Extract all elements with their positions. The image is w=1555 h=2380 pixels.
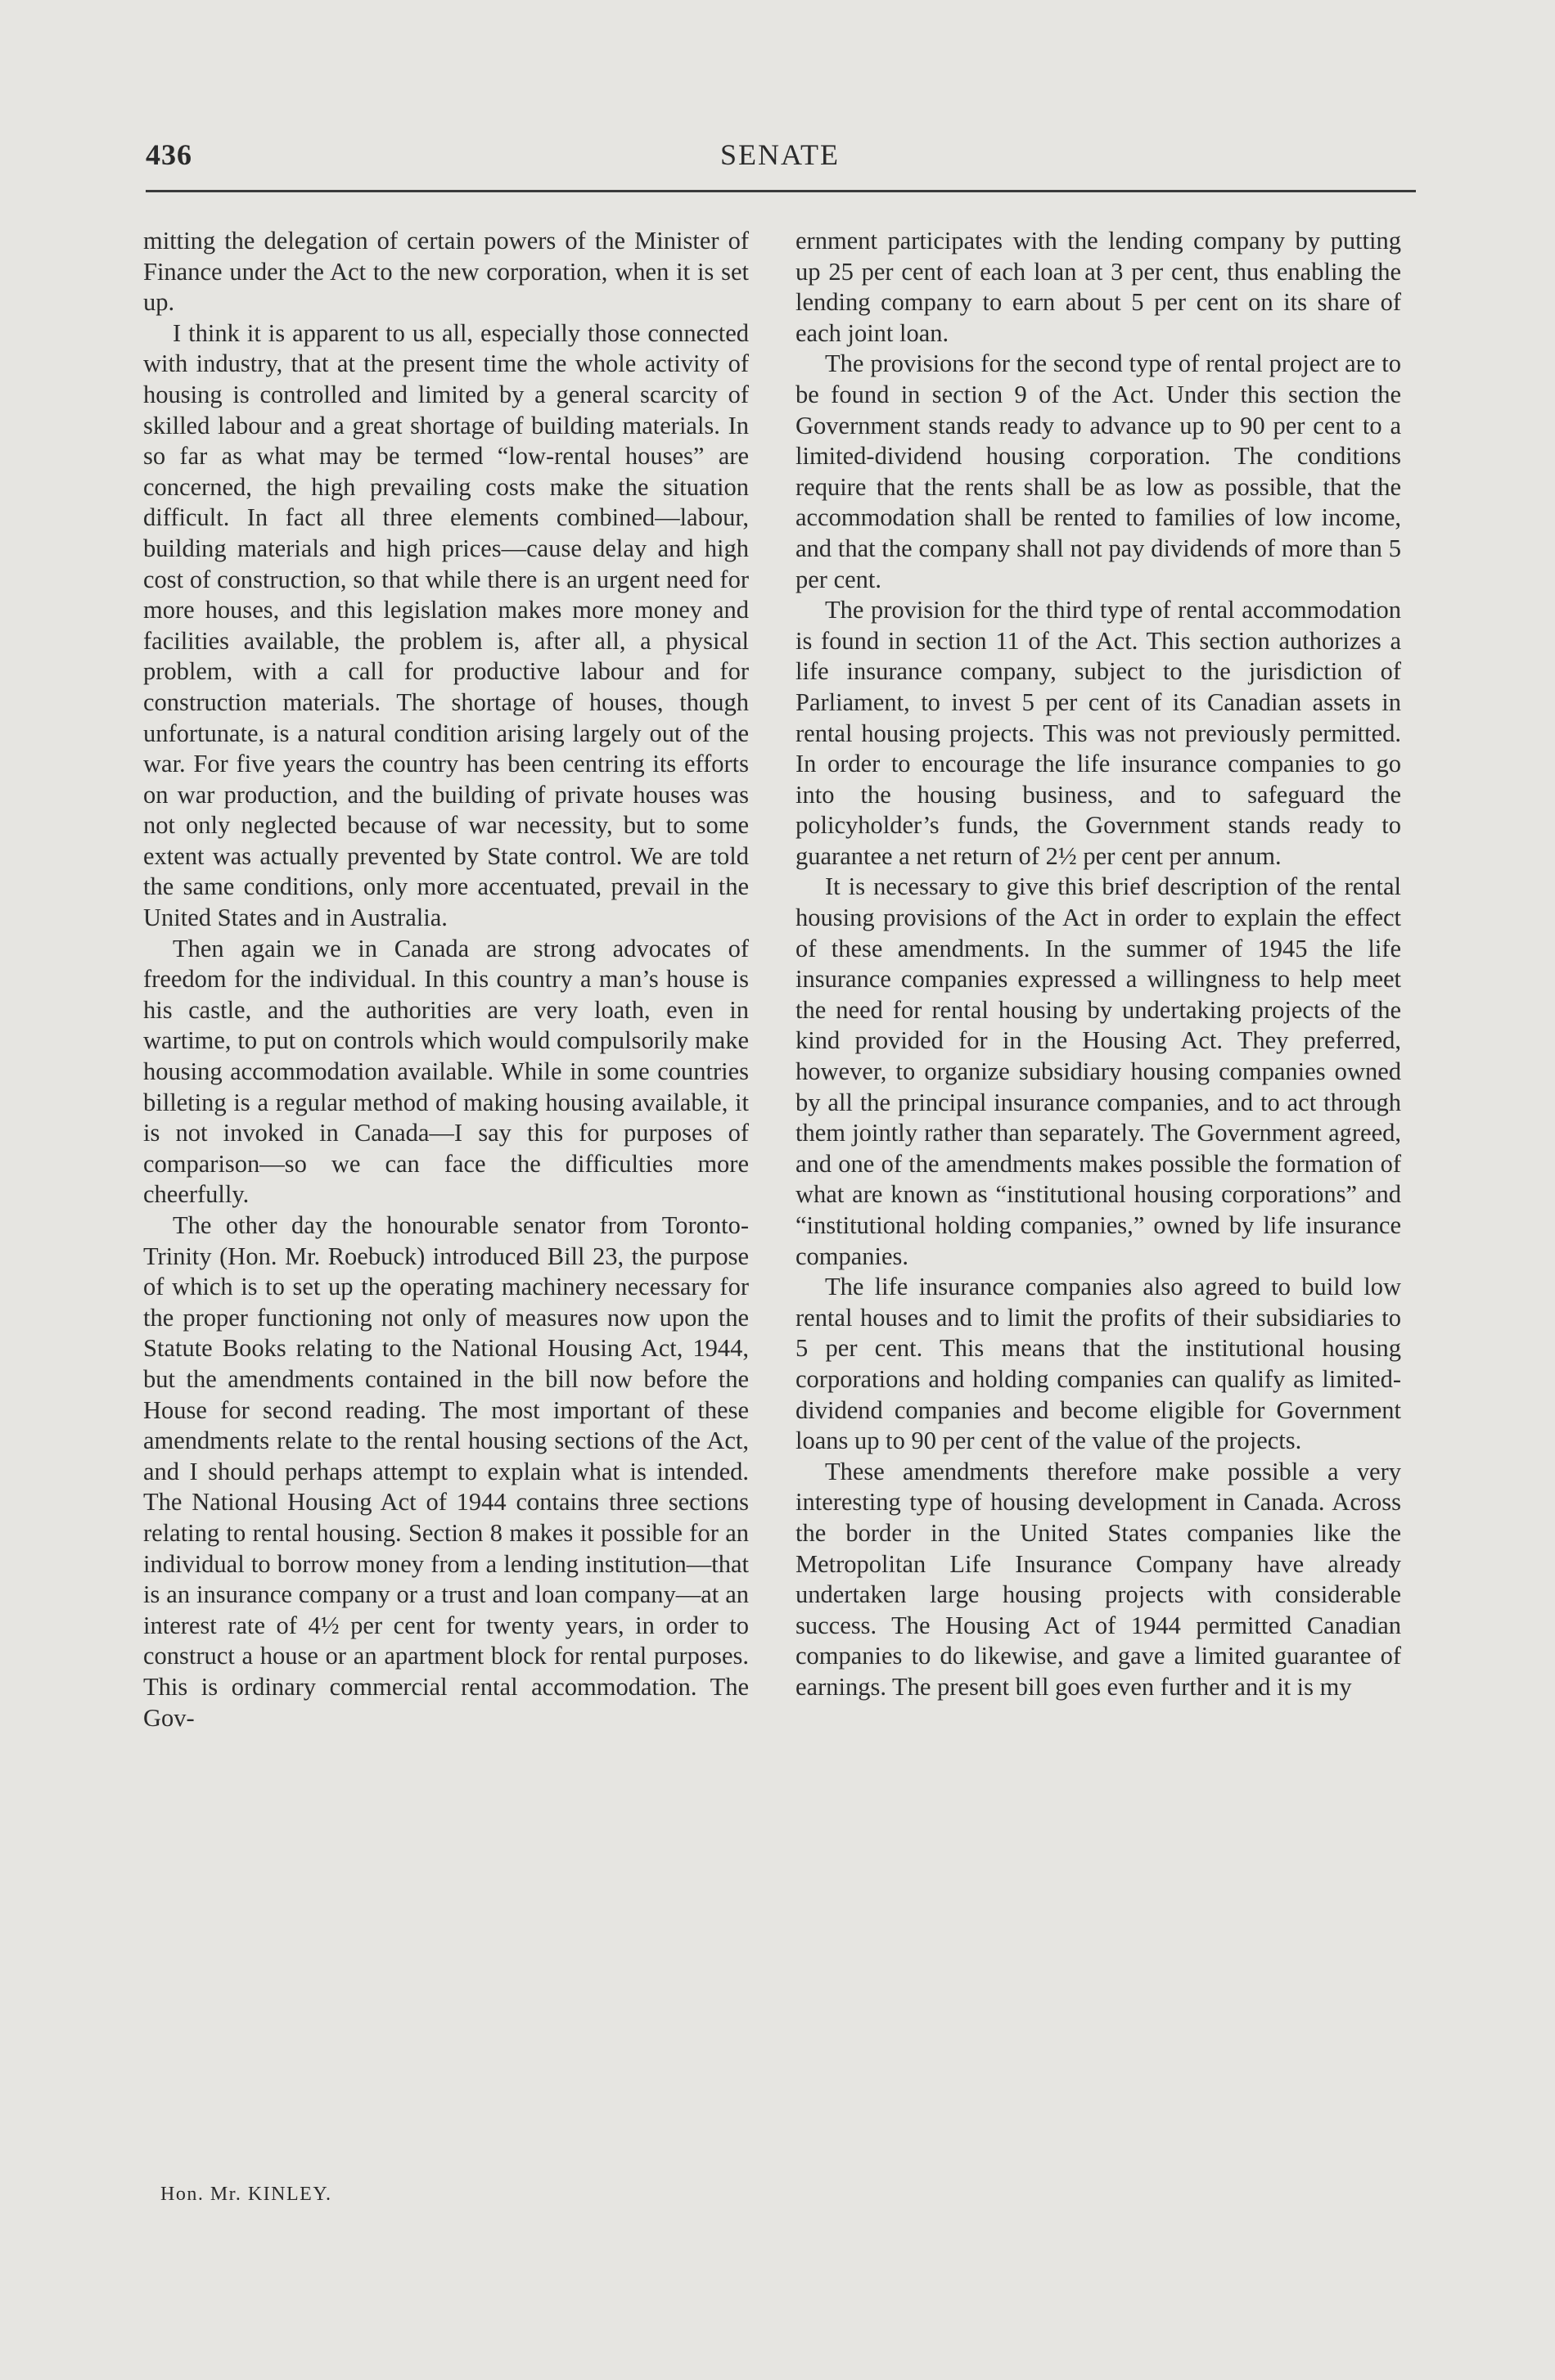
left-column — [143, 226, 749, 1733]
paragraph: It is necessary to give this brief description of the rental housing provisions of the Act in order to explain the effect of these amendments. In the summer of 1945 the life insurance companies expressed a willingness to help meet the need for rental housing by undertaking projects of the kind provided for in the Housing Act. They preferred, however, to organize subsidiary housing companies owned by all the principal insurance companies, and to act through them jointly rather than separately. The Government agreed, and one of the amendments makes possible the formation of what are known as “institutional housing corporations” and “institutional holding companies,” owned by life insurance companies. — [796, 872, 1401, 1270]
paragraph: ernment participates with the lending company by putting up 25 per cent of each loan at 3 per cent, thus enabling the lending company to earn about 5 per cent on its share of each joint loan. — [796, 227, 1401, 347]
running-head: SENATE — [720, 138, 840, 171]
paragraph: I think it is apparent to us all, especially those connected with industry, that at the present time the whole activity of housing is controlled and limited by a general scarcity of skilled labour and a great shortage of building materials. In so far as what may be termed “low-rental houses” are concerned, the high prevailing costs make the situation difficult. In fact all three elements combined—labour, building materials and high prices—cause delay and high cost of construction, so that while there is an urgent need for more houses, and this legislation makes more money and facilities available, the problem is, after all, a physical problem, with a call for productive labour and for construction materials. The shortage of houses, though unfortunate, is a natural condition arising largely out of the war. For five years the country has been centring its efforts on war production, and the building of private houses was not only neglected because of war necessity, but to some extent was actually prevented by State control. We are told the same conditions, only more accentuated, prevail in the United States and in Australia. — [143, 318, 749, 932]
page-number: 436 — [146, 138, 192, 171]
paragraph: The provision for the third type of rental accommodation is found in section 11 of the Act. This section authorizes a life insurance company, subject to the jurisdiction of Parliament, to invest 5 per cent of its Canadian assets in rental housing projects. This was not previously permitted. In order to encourage the life insurance companies to go into the housing business, and to safeguard the policyholder’s funds, the Government stands ready to guarantee a net return of 2½ per cent per annum. — [796, 596, 1401, 870]
paragraph: The life insurance companies also agreed to build low rental houses and to limit the profits of their subsidiaries to 5 per cent. This means that the institutional housing corporations and holding companies can qualify as limited-dividend companies and become eligible for Government loans up to 90 per cent of the value of the projects. — [796, 1273, 1401, 1455]
speaker-footer: Hon. Mr. KINLEY. — [160, 2184, 332, 2205]
paragraph: The other day the honourable senator from Toronto-Trinity (Hon. Mr. Roebuck) introduced Bill 23, the purpose of which is to set up the operating machinery necessary for the proper functioning not only of measures now upon the Statute Books relating to the National Housing Act, 1944, but the amendments contained in the bill now before the House for second reading. The most important of these amendments relate to the rental housing sections of the Act, and I should perhaps attempt to explain what is intended. The National Housing Act of 1944 contains three sections relating to rental housing. Section 8 makes it possible for an individual to borrow money from a lending institution—that is an insurance company or a trust and loan company—at an interest rate of 4½ per cent for twenty years, in order to construct a house or an apartment block for rental purposes. This is ordinary commercial rental accommodation. The Gov- — [143, 1211, 749, 1732]
header-rule — [146, 190, 1416, 192]
page-header — [146, 137, 1414, 178]
paragraph: These amendments therefore make possible a very interesting type of housing development in Canada. Across the border in the United States companies like the Metropolitan Life Insurance Company have already undertaken large housing projects with considerable success. The Housing Act of 1944 permitted Canadian companies to do likewise, and gave a limited guarantee of earnings. The present bill goes even further and it is my — [796, 1457, 1401, 1701]
paragraph: mitting the delegation of certain powers of the Minister of Finance under the Act to the new corporation, when it is set up. — [143, 227, 749, 317]
paragraph: Then again we in Canada are strong advocates of freedom for the individual. In this country a man’s house is his castle, and the authorities are very loath, even in wartime, to put on controls which would compulsorily make housing accommodation available. While in some countries billeting is a regular method of making housing available, it is not invoked in Canada—I say this for purposes of comparison—so we can face the difficulties more cheerfully. — [143, 934, 749, 1209]
right-column — [796, 226, 1401, 1703]
paragraph: The provisions for the second type of rental project are to be found in section 9 of the Act. Under this section the Government stands ready to advance up to 90 per cent to a limited-dividend housing corporation. The conditions require that the rents shall be as low as possible, that the accommodation shall be rented to families of low income, and that the company shall not pay dividends of more than 5 per cent. — [796, 349, 1401, 593]
